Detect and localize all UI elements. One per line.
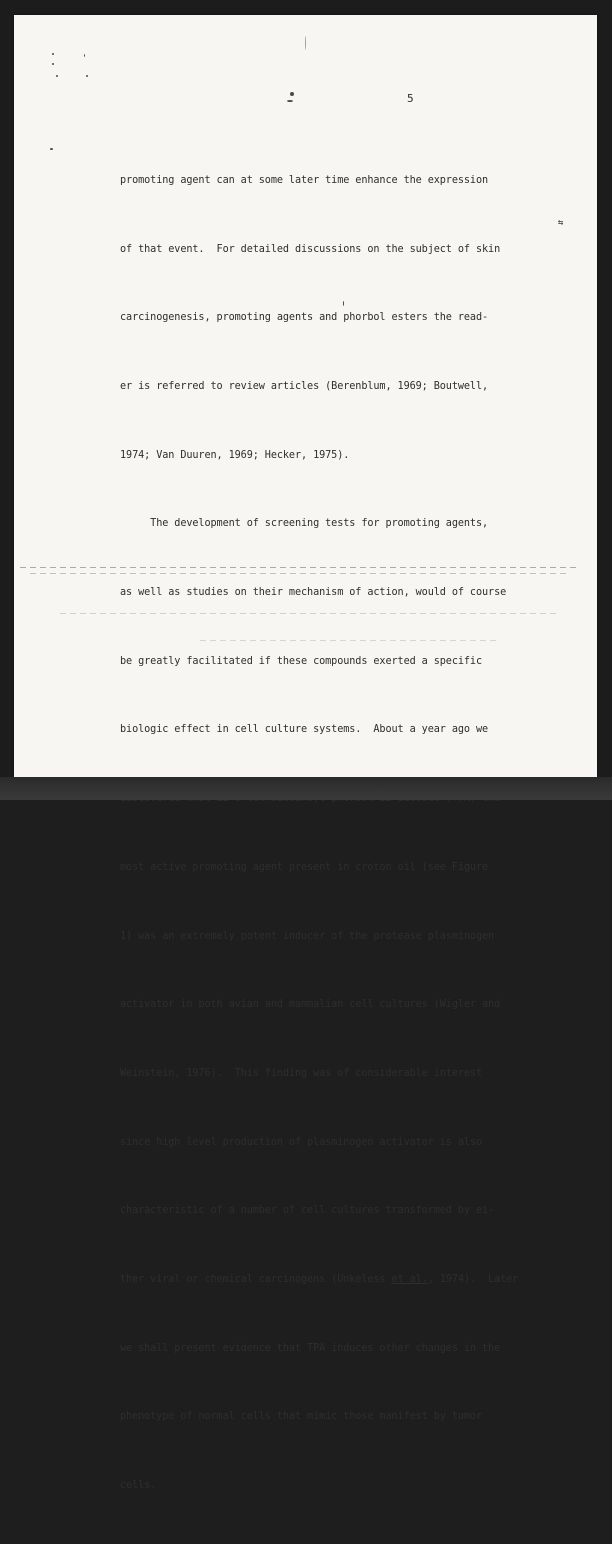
text-line: biologic effect in cell culture systems. About a year ago we (120, 724, 489, 736)
text-line: 1974; Van Duuren, 1969; Hecker, 1975). (120, 449, 350, 461)
body-text (120, 124, 560, 1544)
text-fragment: , 1974). Later (427, 1274, 519, 1286)
text-line: The development of screening tests for promoting agents, (120, 518, 489, 530)
scan-artifact-line (30, 573, 570, 574)
text-line: characteristic of a number of cell cultures transformed by ei- (120, 1205, 495, 1217)
scan-artifact-line (20, 567, 580, 568)
scan-speck (52, 63, 54, 65)
scan-artifact-line (60, 613, 560, 614)
text-line: since high level production of plasminogen activator is also (120, 1136, 483, 1148)
scan-speck (56, 75, 58, 77)
scan-speck (305, 36, 306, 50)
text-line: most active promoting agent present in croton oil (see Figure (120, 861, 489, 873)
text-line: er is referred to review articles (Berenblum, 1969; Boutwell, (120, 380, 489, 392)
text-line: 1) was an extremely potent inducer of the protease plasminogen (120, 930, 495, 942)
scan-speck (84, 54, 85, 57)
text-line: phenotype of normal cells that mimic those manifest by tumor (120, 1411, 483, 1423)
scanner-bed-edge (0, 777, 612, 800)
text-line: be greatly facilitated if these compounds exerted a specific (120, 655, 483, 667)
text-line: activator in both avian and mammalian cell cultures (Wigler and (120, 999, 501, 1011)
underlined-text: et al. (391, 1274, 428, 1286)
scan-speck (50, 148, 53, 150)
text-line: of that event. For detailed discussions on the subject of skin (120, 243, 501, 255)
page-number: 5 (407, 92, 414, 105)
scan-speck (287, 100, 293, 102)
text-line: carcinogenesis, promoting agents and phorbol esters the read- (120, 312, 489, 324)
text-line: Weinstein, 1976). This finding was of considerable interest (120, 1067, 483, 1079)
scan-speck (52, 53, 54, 55)
text-line (120, 1269, 560, 1292)
scan-speck (290, 92, 294, 96)
scan-artifact-line (200, 640, 500, 641)
text-line: promoting agent can at some later time enhance the expression (120, 174, 489, 186)
text-line: as well as studies on their mechanism of action, would of course (120, 587, 507, 599)
text-fragment: ther viral or chemical carcinogens (Unkeless (120, 1274, 392, 1286)
scan-speck (86, 75, 88, 77)
text-line: we shall present evidence that TPA induces other changes in the (120, 1342, 501, 1354)
text-line: cells. (120, 1480, 157, 1492)
margin-mark: ⇆ (558, 218, 564, 228)
